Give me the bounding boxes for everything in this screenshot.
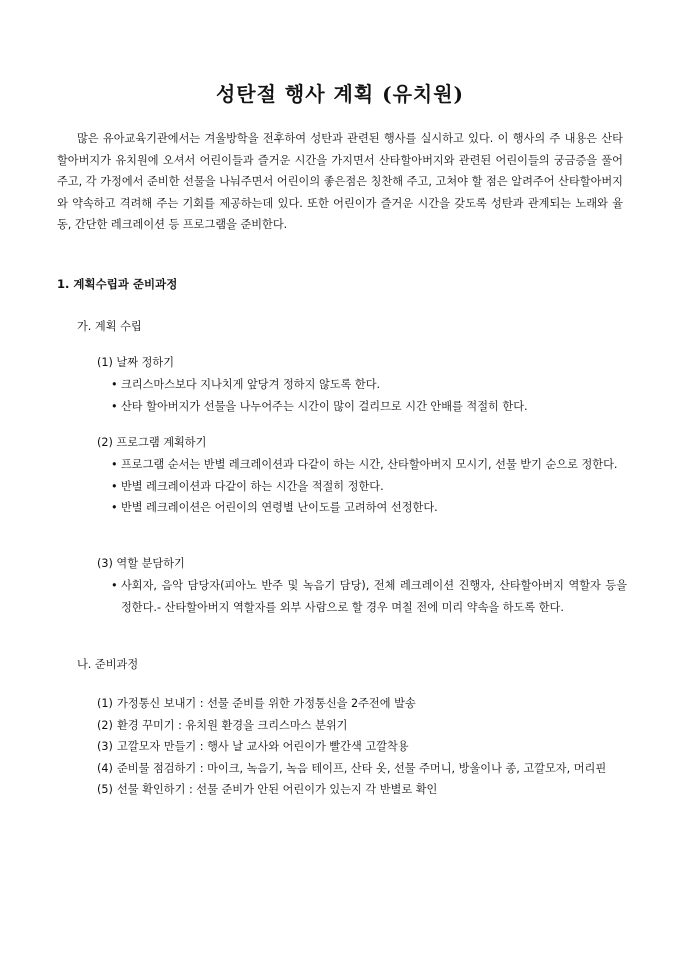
intro-paragraph: 많은 유아교육기관에서는 겨울방학을 전후하여 성탄과 관련된 행사를 실시하고 있다. 이 행사의 주 내용은 산타할아버지가 유치원에 오셔서 어린이들과 즐거운 시간을 가지면서 산타할아버지와 관련된 어린이들의 궁금증을 풀어주고, 각 가정에서 준비한 선물을 나눠주면서 어린이의 좋은점은 칭찬해 주고, 고쳐야 할 점은 알려주어 산타할아버지와 약속하고 격려해 주는 기회를 제공하는데 있다. 또한 어린이가 즐거운 시간을 갖도록 성탄과 관계되는 노래와 율동, 간단한 레크레이션 등 프로그램을 준비한다.: [57, 132, 623, 231]
preparation-list: [97, 693, 627, 801]
subsection-b-label: 나. 준비과정: [77, 658, 139, 671]
plan-group-date: [97, 352, 627, 417]
prep-item-text: 준비물 점검하기 : 마이크, 녹음기, 녹음 테이프, 산타 옷, 선물 주머니, 방울이나 종, 고깔모자, 머리핀: [117, 761, 607, 775]
prep-item-text: 선물 확인하기 : 선물 준비가 안된 어린이가 있는지 각 반별로 확인: [117, 783, 438, 796]
prep-item: [97, 715, 627, 737]
prep-item: [97, 736, 627, 758]
prep-item: [97, 779, 627, 801]
group-title: (1) 날짜 정하기: [97, 356, 174, 369]
bullet-list: [97, 454, 627, 519]
prep-item: [97, 693, 627, 715]
bullet-item: • 사회자, 음악 담당자(피아노 반주 및 녹음기 담당), 전체 레크레이션 진행자, 산타할아버지 역할자 등을 정한다.- 산타할아버지 역할자를 외부 사람으로 할 경우 며칠 전에 미리 약속을 하도록 한다.: [97, 575, 627, 618]
plan-group-program: [97, 432, 627, 519]
plan-group-roles: [97, 553, 627, 618]
prep-item-number: (5): [97, 783, 113, 796]
prep-item-number: (3): [97, 740, 113, 753]
bullet-item: • 반별 레크레이션은 어린이의 연령별 난이도를 고려하여 선정한다.: [97, 497, 627, 519]
group-title: (2) 프로그램 계획하기: [97, 436, 207, 449]
section-heading: 1. 계획수립과 준비과정: [57, 277, 178, 291]
prep-item-text: 환경 꾸미기 : 유치원 환경을 크리스마스 분위기: [117, 718, 348, 732]
prep-item-number: (4): [97, 761, 113, 775]
bullet-item: • 산타 할아버지가 선물을 나누어주는 시간이 많이 걸리므로 시간 안배를 적절히 한다.: [97, 396, 627, 418]
group-title: (3) 역할 분담하기: [97, 557, 185, 570]
bullet-item: • 프로그램 순서는 반별 레크레이션과 다같이 하는 시간, 산타할아버지 모시기, 선물 받기 순으로 정한다.: [97, 454, 627, 476]
bullet-list: [97, 374, 627, 417]
prep-item-number: (2): [97, 718, 113, 732]
subsection-a-label: 가. 계획 수립: [77, 320, 142, 333]
prep-item-text: 고깔모자 만들기 : 행사 날 교사와 어린이가 빨간색 고깔착용: [117, 740, 409, 753]
prep-item-text: 가정통신 보내기 : 선물 준비를 위한 가정통신을 2주전에 발송: [117, 697, 416, 710]
bullet-item: • 반별 레크레이션과 다같이 하는 시간을 적절히 정한다.: [97, 476, 627, 498]
prep-item: [97, 758, 627, 780]
page-title: 성탄절 행사 계획 (유치원): [215, 82, 464, 106]
bullet-list: [97, 575, 627, 618]
prep-item-number: (1): [97, 697, 113, 710]
bullet-item: • 크리스마스보다 지나치게 앞당겨 정하지 않도록 한다.: [97, 374, 627, 396]
